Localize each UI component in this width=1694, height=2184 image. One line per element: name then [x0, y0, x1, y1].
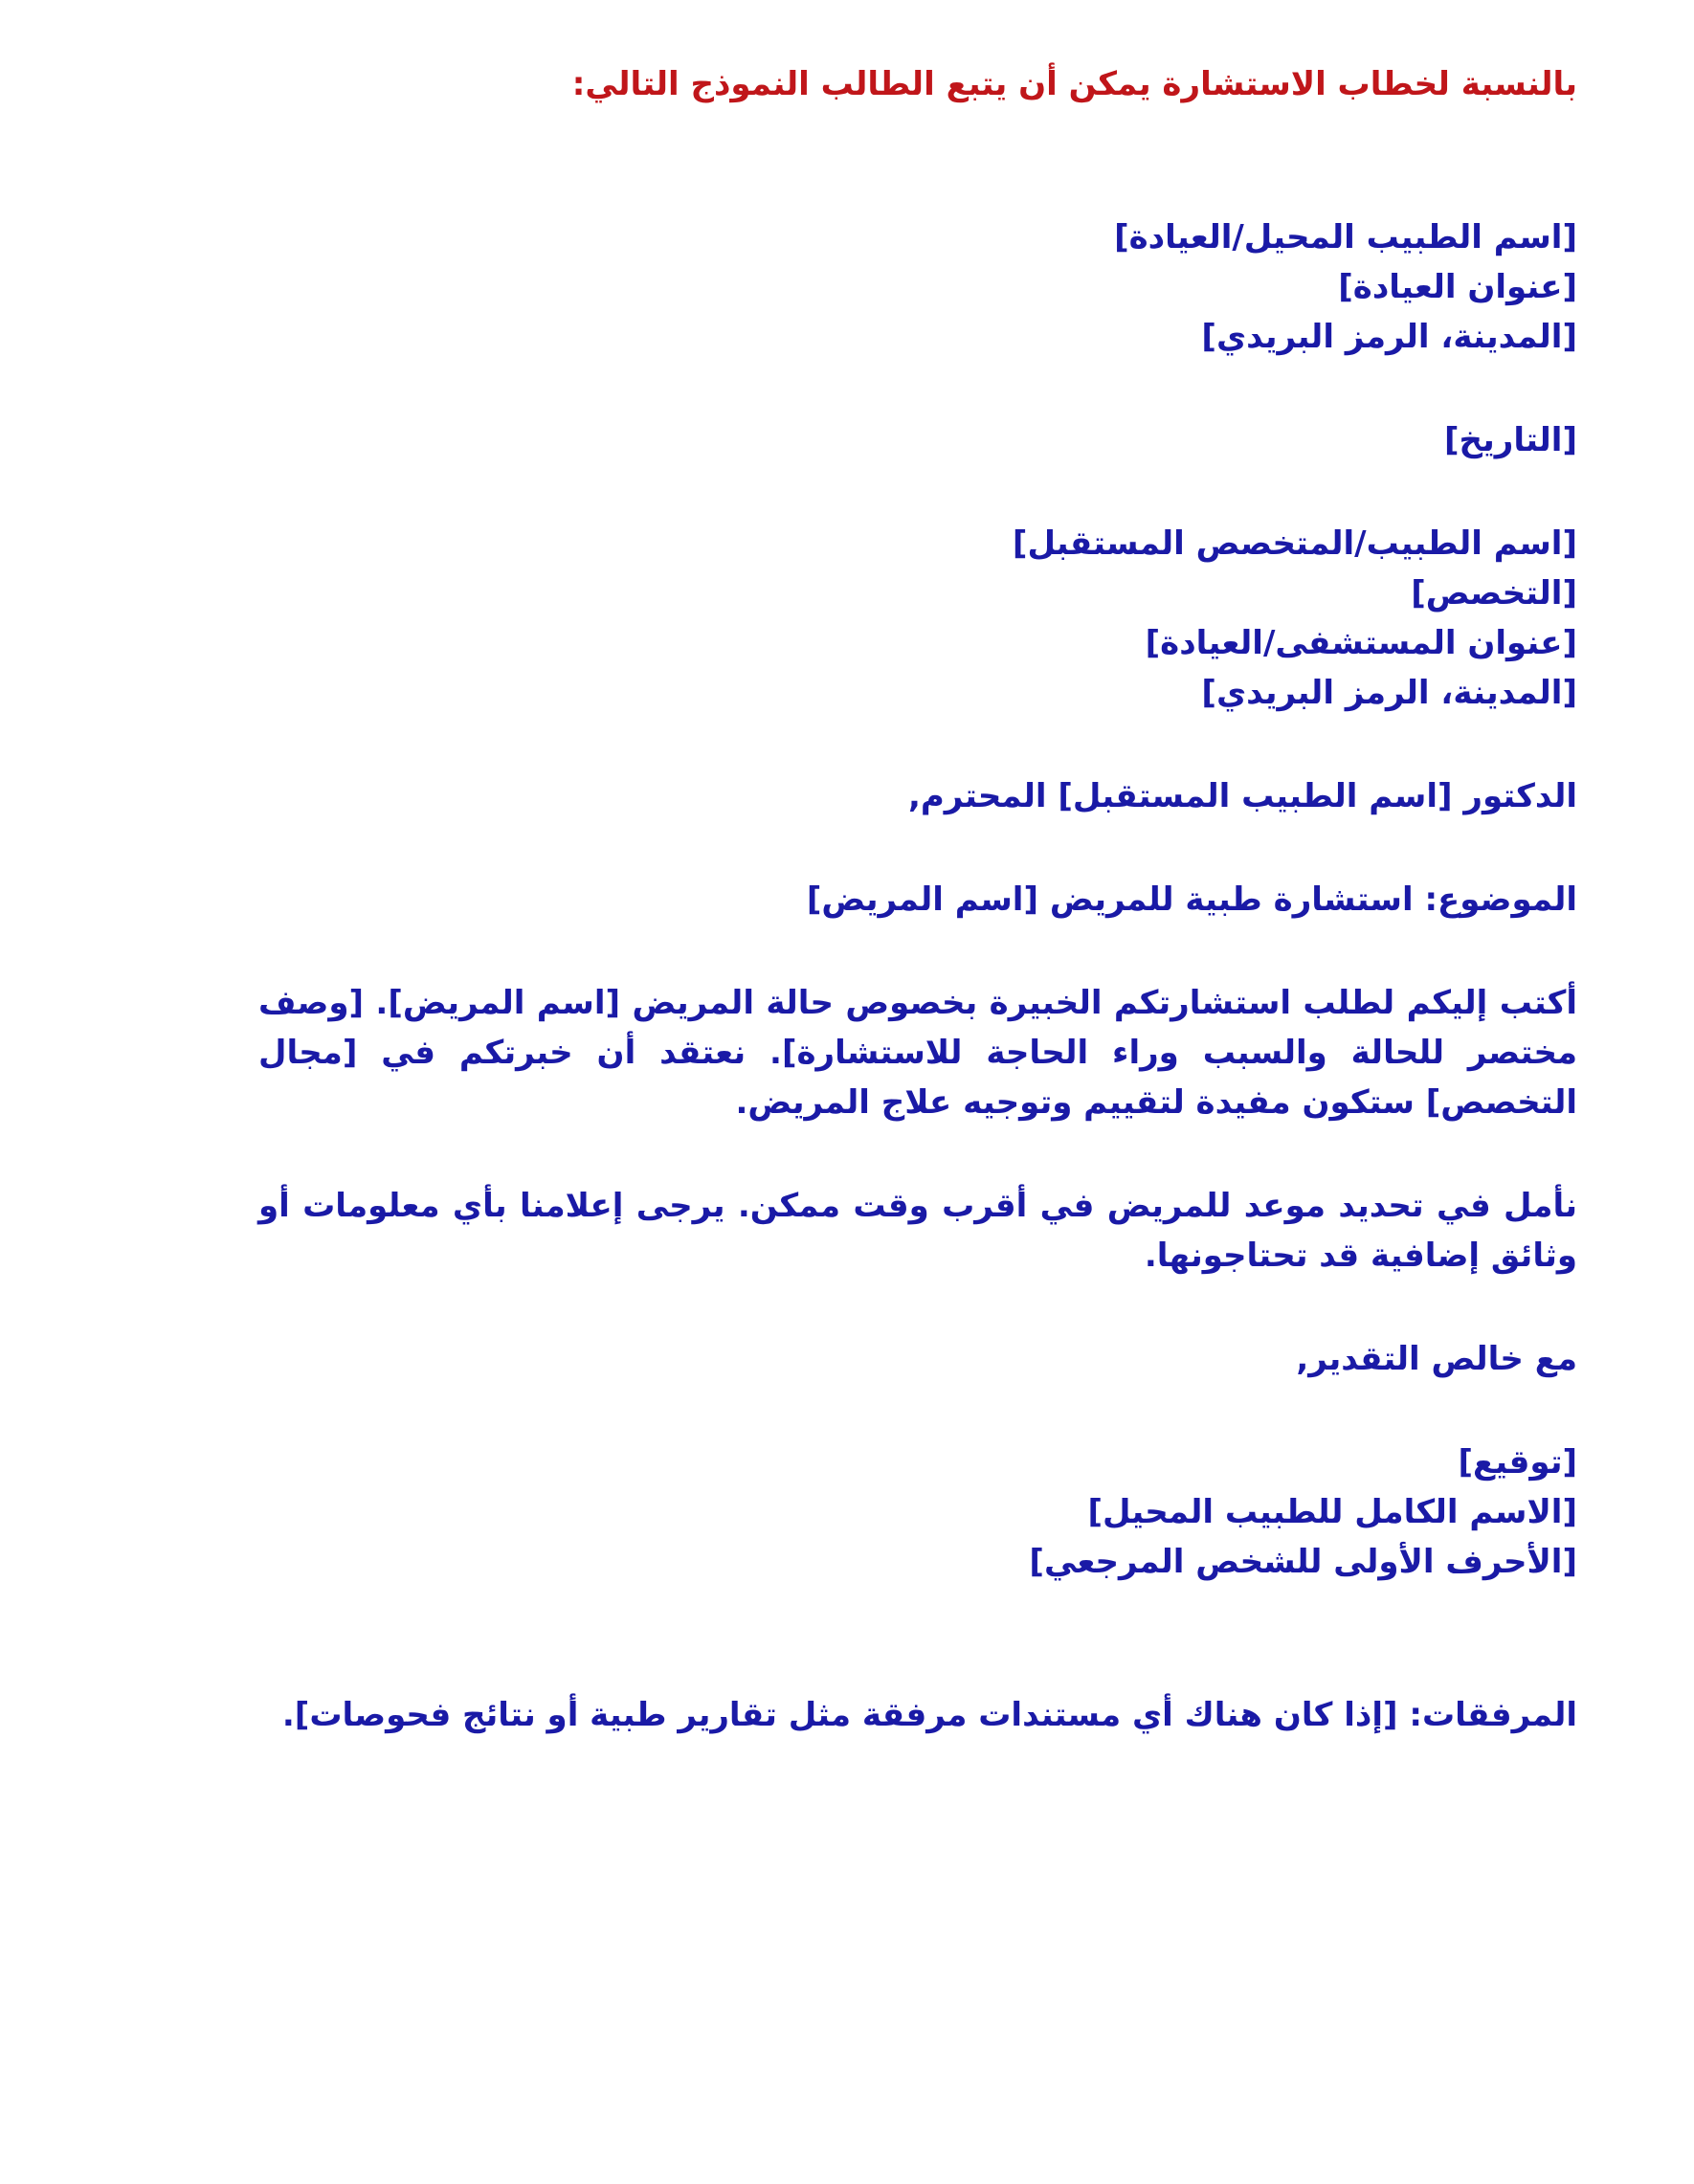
spacer — [258, 109, 1577, 212]
signer-full-name-line: [الاسم الكامل للطبيب المحيل] — [1087, 1493, 1577, 1531]
sender-city-line: [المدينة، الرمز البريدي] — [1201, 318, 1577, 356]
body-paragraph-2: نأمل في تحديد موعد للمريض في أقرب وقت ممكن. يرجى إعلامنا بأي معلومات أو وثائق إضافية قد تحتاجونها. — [258, 1187, 1577, 1275]
sender-address-block — [258, 212, 1577, 362]
attachments-line: المرفقات: [إذا كان هناك أي مستندات مرفقة مثل تقارير طبية أو نتائج فحوصات]. — [281, 1696, 1577, 1734]
spacer — [258, 1281, 1577, 1334]
signature-line: [توقيع] — [1458, 1443, 1577, 1482]
spacer — [258, 1384, 1577, 1437]
reference-initials-line: [الأحرف الأولى للشخص المرجعي] — [1029, 1543, 1577, 1581]
consultation-letter-template — [258, 59, 1577, 1740]
recipient-address-line: [عنوان المستشفى/العيادة] — [1145, 624, 1577, 662]
intro-instruction: بالنسبة لخطاب الاستشارة يمكن أن يتبع الطالب النموذج التالي: — [571, 65, 1577, 103]
sender-address-line: [عنوان العيادة] — [1338, 268, 1577, 306]
spacer — [258, 718, 1577, 771]
spacer — [258, 465, 1577, 519]
subject-line: الموضوع: استشارة طبية للمريض [اسم المريض] — [806, 880, 1577, 919]
sender-name-line: [اسم الطبيب المحيل/العيادة] — [1114, 218, 1577, 256]
spacer — [258, 362, 1577, 415]
recipient-city-line: [المدينة، الرمز البريدي] — [1201, 674, 1577, 712]
recipient-name-line: [اسم الطبيب/المتخصص المستقبل] — [1012, 524, 1577, 563]
spacer — [258, 925, 1577, 978]
spacer — [258, 821, 1577, 875]
recipient-address-block — [258, 519, 1577, 718]
spacer — [258, 1127, 1577, 1181]
signature-block — [258, 1437, 1577, 1587]
date-line: [التاريخ] — [1444, 421, 1577, 459]
spacer — [258, 1587, 1577, 1690]
closing-line: مع خالص التقدير, — [1296, 1340, 1577, 1378]
body-paragraph-1: أكتب إليكم لطلب استشارتكم الخبيرة بخصوص حالة المريض [اسم المريض]. [وصف مختصر للحالة والسبب وراء الحاجة للاستشارة]. نعتقد أن خبرتكم في [مجال التخصص] ستكون مفيدة لتقييم وتوجيه علاج المريض. — [258, 984, 1577, 1122]
salutation: الدكتور [اسم الطبيب المستقبل] المحترم, — [907, 777, 1577, 815]
recipient-specialty-line: [التخصص] — [1411, 574, 1577, 613]
